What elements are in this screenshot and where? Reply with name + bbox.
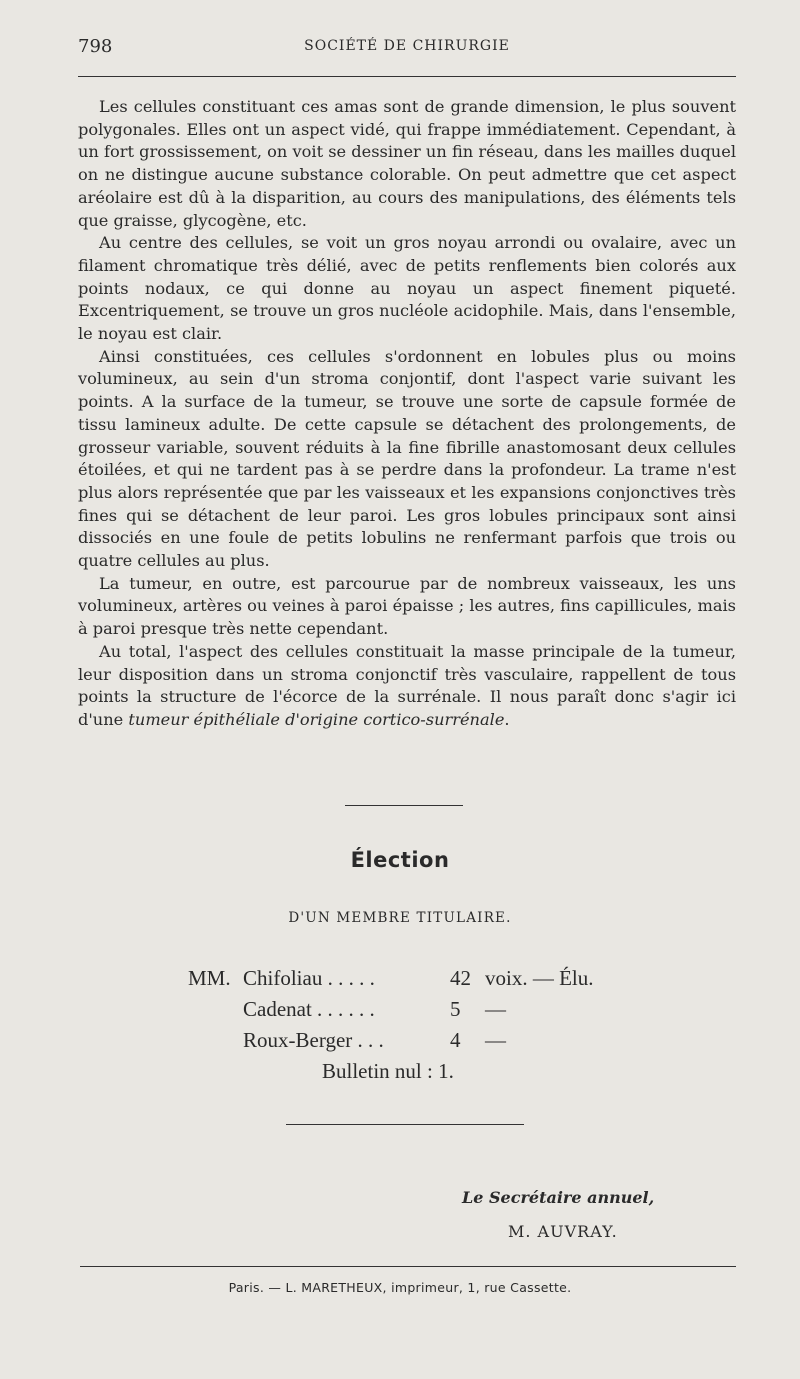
- page-header: [78, 36, 736, 62]
- signature-name: M. AUVRAY.: [508, 1222, 618, 1241]
- signature-role: Le Secrétaire annuel,: [462, 1188, 655, 1207]
- candidate-name: Chifoliau . . . . .: [243, 966, 375, 990]
- article-body: [78, 96, 736, 732]
- section-divider: [345, 805, 463, 806]
- vote-suffix: —: [485, 1028, 506, 1052]
- conclusion-text: Au total, l'aspect des cellules constituait la masse principale de la tumeur, leur disposition dans un stroma conjonctif très vasculaire, rappellent de tous points la structure de l'écorce de la surrénale. Il nous paraît donc s'agir ici d'une: [78, 641, 736, 729]
- vote-count: 42: [450, 966, 471, 990]
- footer-rule: [80, 1266, 736, 1267]
- section-divider: [286, 1124, 524, 1125]
- election-subtitle: D'UN MEMBRE TITULAIRE.: [288, 910, 512, 926]
- election-title: Élection: [350, 848, 450, 872]
- candidate-name: Roux-Berger . . .: [243, 1028, 384, 1052]
- mm-prefix: MM.: [188, 966, 231, 990]
- paragraph: Les cellules constituant ces amas sont de grande dimension, le plus souvent polygonales. Elles ont un aspect vidé, qui frappe immédiatement. Cependant, à un fort grossissement, on voit se dessiner un fin réseau, dans les mailles duquel on ne distingue aucune substance colorable. On peut admettre que cet aspect aréolaire est dû à la disparition, au cours des manipulations, des éléments tels que graisse, glycogène, etc.: [78, 97, 736, 230]
- conclusion-end: .: [504, 709, 510, 729]
- running-title: SOCIÉTÉ DE CHIRURGIE: [304, 38, 510, 54]
- conclusion-italic: tumeur épithéliale d'origine cortico-surrénale: [128, 709, 505, 729]
- header-rule: [78, 76, 736, 77]
- vote-suffix: voix. — Élu.: [485, 966, 594, 990]
- candidate-name: Cadenat . . . . . .: [243, 997, 375, 1021]
- vote-count: 5: [450, 997, 461, 1021]
- page-number: 798: [78, 36, 113, 57]
- paragraph-conclusion: [78, 641, 736, 732]
- paragraph: Au centre des cellules, se voit un gros noyau arrondi ou ovalaire, avec un filament chromatique très délié, avec de petits renflements bien colorés aux points nodaux, ce qui donne au noyau un aspect finement piqueté. Excentriquement, se trouve un gros nucléole acidophile. Mais, dans l'ensemble, le noyau est clair.: [78, 233, 736, 344]
- null-ballot: Bulletin nul : 1.: [322, 1059, 454, 1083]
- vote-count: 4: [450, 1028, 461, 1052]
- paragraph: La tumeur, en outre, est parcourue par de nombreux vaisseaux, les uns volumineux, artères ou veines à paroi épaisse ; les autres, fins capillicules, mais à paroi presque très nette cependant.: [78, 573, 736, 639]
- paragraph: Ainsi constituées, ces cellules s'ordonnent en lobules plus ou moins volumineux, au sein d'un stroma conjontif, dont l'aspect varie suivant les points. A la surface de la tumeur, se trouve une sorte de capsule formée de tissu lamineux adulte. De cette capsule se détachent des prolongements, de grosseur variable, souvent réduits à la fine fibrille anastomosant deux cellules étoilées, et qui ne tardent pas à se perdre dans la profondeur. La trame n'est plus alors représentée que par les vaisseaux et les expansions conjonctives très fines qui se détachent de leur paroi. Les gros lobules principaux sont ainsi dissociés en une foule de petits lobulins ne renfermant parfois que trois ou quatre cellules au plus.: [78, 346, 736, 571]
- printer-imprint: Paris. — L. MARETHEUX, imprimeur, 1, rue Cassette.: [228, 1280, 572, 1295]
- vote-suffix: —: [485, 997, 506, 1021]
